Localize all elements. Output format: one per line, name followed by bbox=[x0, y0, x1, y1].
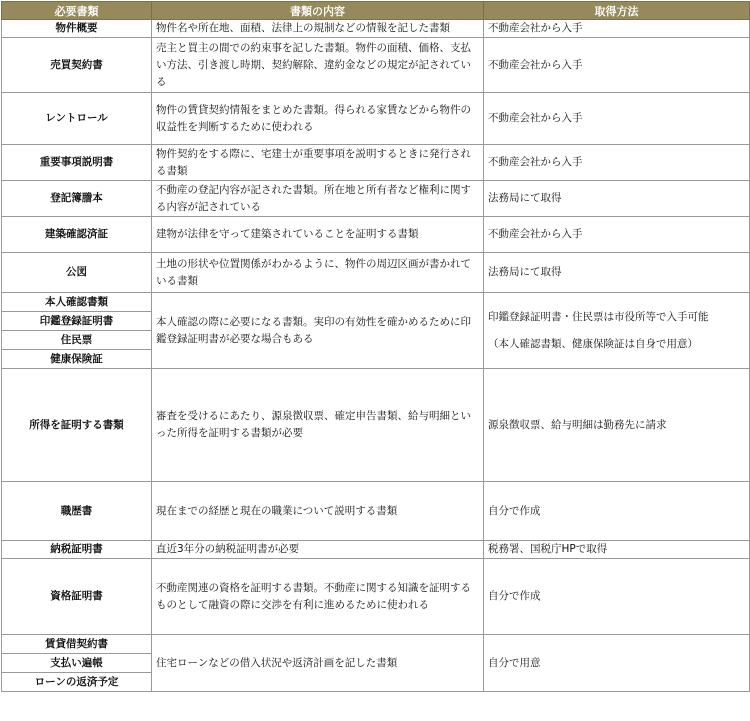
header-required-documents: 必要書類 bbox=[2, 2, 152, 20]
table-row bbox=[2, 253, 750, 293]
acquisition-method: 不動産会社から入手 bbox=[484, 145, 750, 181]
document-name: 物件概要 bbox=[2, 20, 152, 38]
acquisition-method-cell bbox=[484, 293, 750, 369]
document-name: 健康保険証 bbox=[2, 350, 152, 369]
document-name: 本人確認書類 bbox=[2, 293, 152, 312]
table-row bbox=[2, 181, 750, 217]
document-name: 売買契約書 bbox=[2, 38, 152, 93]
document-name: 登記簿謄本 bbox=[2, 181, 152, 217]
header-document-content: 書類の内容 bbox=[152, 2, 484, 20]
document-content: 物件名や所在地、面積、法律上の規制などの情報を記した書類 bbox=[152, 20, 484, 38]
acquisition-method: 自分で作成 bbox=[484, 482, 750, 541]
document-content: 不動産関連の資格を証明する書類。不動産に関する知識を証明するものとして融資の際に交渉を有利に進めるために使われる bbox=[152, 559, 484, 635]
document-content: 売主と買主の間での約束事を記した書類。物件の面積、価格、支払い方法、引き渡し時期、契約解除、違約金などの規定が記されている bbox=[152, 38, 484, 93]
spacer bbox=[488, 326, 745, 336]
document-content: 住宅ローンなどの借入状況や返済計画を記した書類 bbox=[152, 635, 484, 692]
table-row bbox=[2, 369, 750, 482]
document-name: 住民票 bbox=[2, 331, 152, 350]
document-content: 直近3年分の納税証明書が必要 bbox=[152, 541, 484, 559]
document-content: 物件契約をする際に、宅建士が重要事項を説明するときに発行される書類 bbox=[152, 145, 484, 181]
document-content: 不動産の登記内容が記された書類。所在地と所有者など権利に関する内容が記されている bbox=[152, 181, 484, 217]
document-content: 建物が法律を守って建築されていることを証明する書類 bbox=[152, 217, 484, 253]
table-header-row bbox=[2, 2, 750, 20]
document-content: 物件の賃貸契約情報をまとめた書類。得られる家賃などから物件の収益性を判断するために使われる bbox=[152, 93, 484, 145]
acquisition-method: 法務局にて取得 bbox=[484, 253, 750, 293]
table-row bbox=[2, 93, 750, 145]
acquisition-method: 自分で作成 bbox=[484, 559, 750, 635]
table-row-loan bbox=[2, 635, 750, 654]
document-name: 建築確認済証 bbox=[2, 217, 152, 253]
acquisition-method: 不動産会社から入手 bbox=[484, 20, 750, 38]
document-content: 現在までの経歴と現在の職業について説明する書類 bbox=[152, 482, 484, 541]
acquisition-method: 印鑑登録証明書・住民票は市役所等で入手可能 bbox=[488, 310, 709, 323]
document-name: 重要事項説明書 bbox=[2, 145, 152, 181]
document-name: ローンの返済予定 bbox=[2, 673, 152, 692]
acquisition-method: 不動産会社から入手 bbox=[484, 217, 750, 253]
header-acquisition-method: 取得方法 bbox=[484, 2, 750, 20]
document-content: 本人確認の際に必要になる書類。実印の有効性を確かめるために印鑑登録証明書が必要な場合もある bbox=[152, 293, 484, 369]
document-name: 印鑑登録証明書 bbox=[2, 312, 152, 331]
document-name: 資格証明書 bbox=[2, 559, 152, 635]
table-row bbox=[2, 38, 750, 93]
acquisition-method: 自分で用意 bbox=[484, 635, 750, 692]
table-row bbox=[2, 559, 750, 635]
table-row-identity bbox=[2, 293, 750, 312]
document-name: レントロール bbox=[2, 93, 152, 145]
document-content: 審査を受けるにあたり、源泉徴収票、確定申告書類、給与明細といった所得を証明する書類が必要 bbox=[152, 369, 484, 482]
acquisition-method-note: （本人確認書類、健康保険証は自身で用意） bbox=[488, 337, 698, 350]
table-row bbox=[2, 145, 750, 181]
acquisition-method: 税務署、国税庁HPで取得 bbox=[484, 541, 750, 559]
document-name: 所得を証明する書類 bbox=[2, 369, 152, 482]
acquisition-method: 不動産会社から入手 bbox=[484, 38, 750, 93]
table-row bbox=[2, 217, 750, 253]
document-name: 賃貸借契約書 bbox=[2, 635, 152, 654]
table-row bbox=[2, 482, 750, 541]
table-row bbox=[2, 20, 750, 38]
acquisition-method: 不動産会社から入手 bbox=[484, 93, 750, 145]
document-name: 支払い遍帳 bbox=[2, 654, 152, 673]
acquisition-method: 法務局にて取得 bbox=[484, 181, 750, 217]
document-name: 納税証明書 bbox=[2, 541, 152, 559]
acquisition-method: 源泉徴収票、給与明細は勤務先に請求 bbox=[484, 369, 750, 482]
table-row bbox=[2, 541, 750, 559]
required-documents-table bbox=[1, 1, 750, 692]
document-content: 土地の形状や位置関係がわかるように、物件の周辺区画が書かれている書類 bbox=[152, 253, 484, 293]
document-name: 職歴書 bbox=[2, 482, 152, 541]
document-name: 公図 bbox=[2, 253, 152, 293]
